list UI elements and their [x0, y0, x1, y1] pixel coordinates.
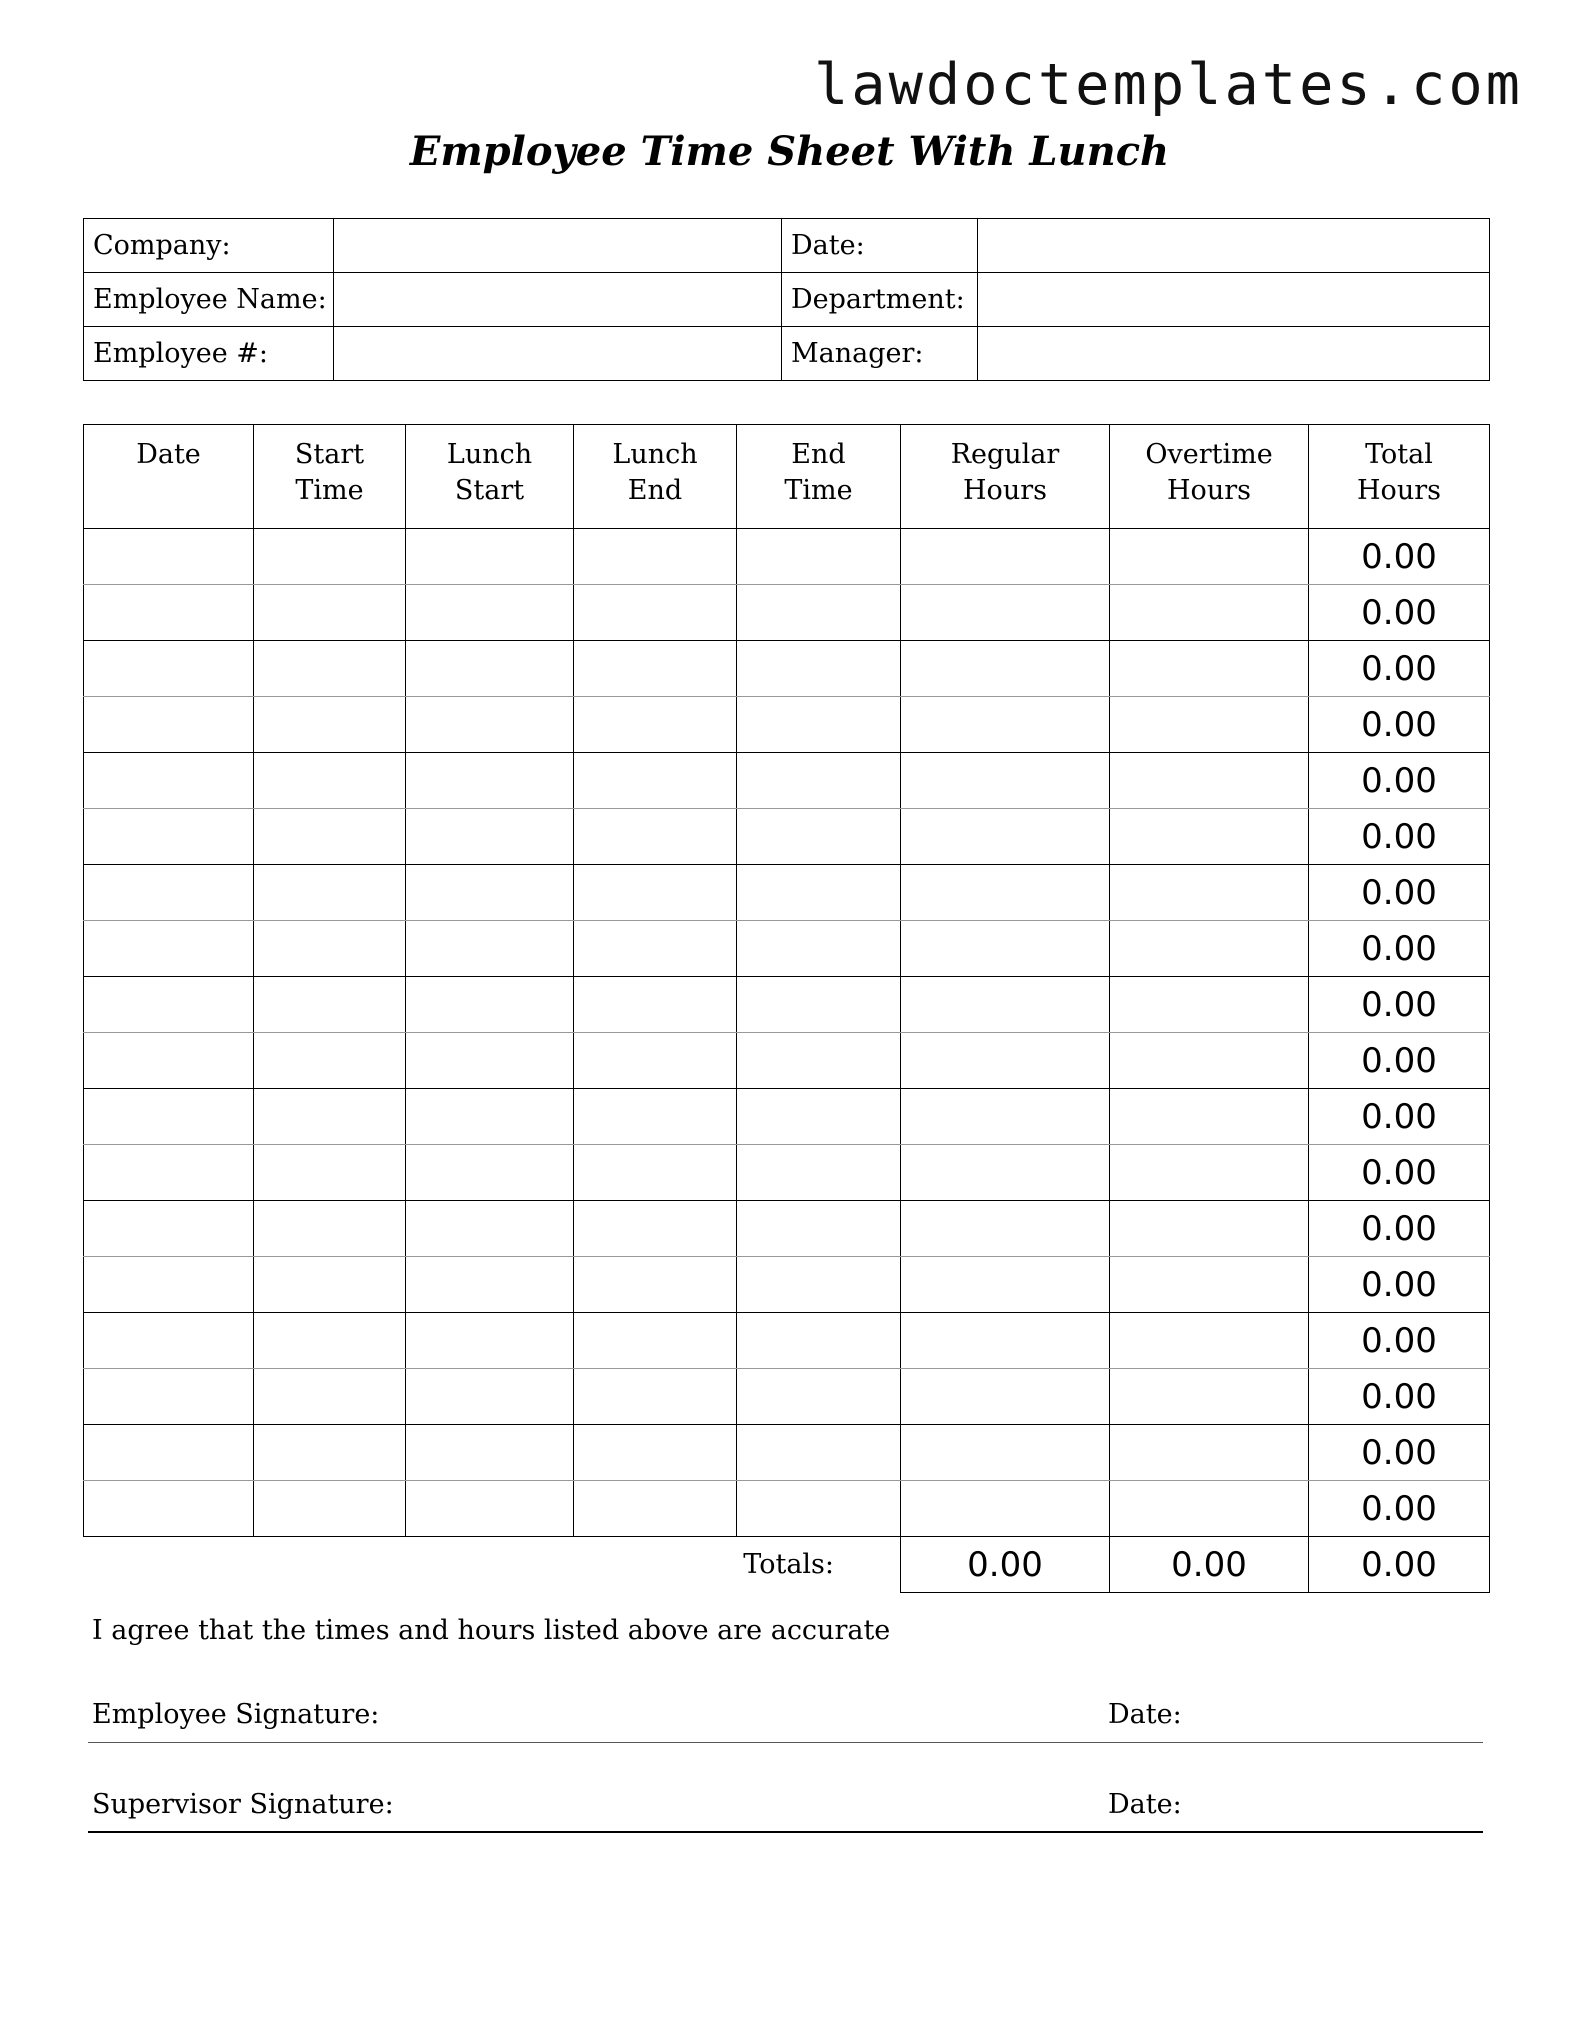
row-total-hours: 0.00 — [1309, 1145, 1490, 1201]
column-header-text: Total — [1365, 439, 1433, 470]
start-time-cell[interactable] — [254, 809, 406, 865]
end-time-cell[interactable] — [737, 1369, 901, 1425]
date-cell[interactable] — [84, 809, 254, 865]
table-row — [84, 1033, 1490, 1089]
date-cell[interactable] — [84, 1425, 254, 1481]
supervisor-date-label: Date: — [1108, 1789, 1182, 1820]
column-header-total-hours — [1309, 425, 1490, 529]
start-time-cell[interactable] — [254, 697, 406, 753]
end-time-cell[interactable] — [737, 1313, 901, 1369]
lunch-start-cell[interactable] — [406, 1033, 574, 1089]
lunch-start-cell[interactable] — [406, 1313, 574, 1369]
start-time-cell[interactable] — [254, 977, 406, 1033]
overtime-hours-cell[interactable] — [1110, 1145, 1309, 1201]
lunch-start-cell[interactable] — [406, 1369, 574, 1425]
overtime-hours-cell[interactable] — [1110, 753, 1309, 809]
date-cell[interactable] — [84, 1145, 254, 1201]
end-time-cell[interactable] — [737, 1145, 901, 1201]
column-header-text: End — [627, 475, 683, 506]
overtime-hours-cell[interactable] — [1110, 1369, 1309, 1425]
company-label: Company: — [84, 219, 334, 273]
end-time-cell[interactable] — [737, 921, 901, 977]
table-row — [84, 1257, 1490, 1313]
table-row — [84, 921, 1490, 977]
lunch-start-cell[interactable] — [406, 865, 574, 921]
lunch-start-cell[interactable] — [406, 1145, 574, 1201]
end-time-cell[interactable] — [737, 865, 901, 921]
date-cell[interactable] — [84, 585, 254, 641]
employee-name-field[interactable] — [334, 273, 782, 327]
column-header-text: Start — [294, 439, 365, 470]
table-row — [84, 1369, 1490, 1425]
regular-hours-cell[interactable] — [901, 809, 1110, 865]
date-cell[interactable] — [84, 1201, 254, 1257]
department-label: Department: — [782, 273, 978, 327]
end-time-cell[interactable] — [737, 641, 901, 697]
column-header-text: Start — [454, 475, 525, 506]
row-total-hours: 0.00 — [1309, 1089, 1490, 1145]
end-time-cell[interactable] — [737, 697, 901, 753]
manager-label: Manager: — [782, 327, 978, 381]
date-label: Date: — [782, 219, 978, 273]
date-cell[interactable] — [84, 1033, 254, 1089]
regular-hours-cell[interactable] — [901, 1425, 1110, 1481]
date-cell[interactable] — [84, 1481, 254, 1537]
agreement-statement: I agree that the times and hours listed above are accurate — [92, 1615, 891, 1646]
regular-hours-cell[interactable] — [901, 585, 1110, 641]
lunch-end-cell[interactable] — [574, 753, 737, 809]
start-time-cell[interactable] — [254, 1089, 406, 1145]
company-field[interactable] — [334, 219, 782, 273]
table-row — [84, 1201, 1490, 1257]
regular-hours-cell[interactable] — [901, 641, 1110, 697]
supervisor-signature-line[interactable] — [88, 1831, 1483, 1833]
supervisor-signature-label: Supervisor Signature: — [92, 1789, 394, 1820]
lunch-start-cell[interactable] — [406, 921, 574, 977]
regular-hours-cell[interactable] — [901, 697, 1110, 753]
column-header-lunch-end — [574, 425, 737, 529]
grand-total-hours: 0.00 — [1309, 1537, 1490, 1593]
overtime-hours-cell[interactable] — [1110, 1033, 1309, 1089]
start-time-cell[interactable] — [254, 585, 406, 641]
total-regular-hours: 0.00 — [901, 1537, 1110, 1593]
regular-hours-cell[interactable] — [901, 1201, 1110, 1257]
employee-name-label: Employee Name: — [84, 273, 334, 327]
table-row — [84, 1481, 1490, 1537]
end-time-cell[interactable] — [737, 1257, 901, 1313]
row-total-hours: 0.00 — [1309, 529, 1490, 585]
start-time-cell[interactable] — [254, 529, 406, 585]
lunch-end-cell[interactable] — [574, 697, 737, 753]
lunch-end-cell[interactable] — [574, 529, 737, 585]
lunch-end-cell[interactable] — [574, 1145, 737, 1201]
regular-hours-cell[interactable] — [901, 753, 1110, 809]
column-header-lunch-start — [406, 425, 574, 529]
start-time-cell[interactable] — [254, 1425, 406, 1481]
info-row — [84, 327, 1490, 381]
totals-label: Totals: — [84, 1537, 901, 1593]
overtime-hours-cell[interactable] — [1110, 921, 1309, 977]
date-cell[interactable] — [84, 1089, 254, 1145]
column-header-text: Regular — [950, 439, 1060, 470]
lunch-start-cell[interactable] — [406, 529, 574, 585]
table-row — [84, 529, 1490, 585]
row-total-hours: 0.00 — [1309, 1369, 1490, 1425]
regular-hours-cell[interactable] — [901, 529, 1110, 585]
info-row — [84, 273, 1490, 327]
row-total-hours: 0.00 — [1309, 1313, 1490, 1369]
start-time-cell[interactable] — [254, 753, 406, 809]
overtime-hours-cell[interactable] — [1110, 697, 1309, 753]
overtime-hours-cell[interactable] — [1110, 809, 1309, 865]
row-total-hours: 0.00 — [1309, 697, 1490, 753]
lunch-start-cell[interactable] — [406, 641, 574, 697]
lunch-end-cell[interactable] — [574, 1313, 737, 1369]
row-total-hours: 0.00 — [1309, 1257, 1490, 1313]
column-header-regular-hours — [901, 425, 1110, 529]
lunch-start-cell[interactable] — [406, 585, 574, 641]
regular-hours-cell[interactable] — [901, 1257, 1110, 1313]
lunch-end-cell[interactable] — [574, 1425, 737, 1481]
totals-row — [84, 1537, 1490, 1593]
end-time-cell[interactable] — [737, 1033, 901, 1089]
end-time-cell[interactable] — [737, 1089, 901, 1145]
employee-date-label: Date: — [1108, 1699, 1182, 1730]
column-header-text: Date — [136, 439, 201, 470]
column-header-end-time — [737, 425, 901, 529]
table-row — [84, 809, 1490, 865]
date-cell[interactable] — [84, 1369, 254, 1425]
regular-hours-cell[interactable] — [901, 921, 1110, 977]
row-total-hours: 0.00 — [1309, 753, 1490, 809]
overtime-hours-cell[interactable] — [1110, 1313, 1309, 1369]
start-time-cell[interactable] — [254, 1257, 406, 1313]
start-time-cell[interactable] — [254, 1145, 406, 1201]
column-header-text: Hours — [1357, 475, 1441, 506]
column-header-text: Lunch — [612, 439, 698, 470]
table-row — [84, 585, 1490, 641]
table-row — [84, 1313, 1490, 1369]
manager-field[interactable] — [978, 327, 1490, 381]
page-title: Employee Time Sheet With Lunch — [409, 128, 1170, 175]
date-cell[interactable] — [84, 865, 254, 921]
table-row — [84, 977, 1490, 1033]
lunch-end-cell[interactable] — [574, 585, 737, 641]
end-time-cell[interactable] — [737, 529, 901, 585]
row-total-hours: 0.00 — [1309, 641, 1490, 697]
employee-number-label: Employee #: — [84, 327, 334, 381]
table-row — [84, 641, 1490, 697]
lunch-start-cell[interactable] — [406, 1201, 574, 1257]
lunch-end-cell[interactable] — [574, 865, 737, 921]
lunch-start-cell[interactable] — [406, 1089, 574, 1145]
date-cell[interactable] — [84, 921, 254, 977]
date-cell[interactable] — [84, 641, 254, 697]
lunch-start-cell[interactable] — [406, 1257, 574, 1313]
supervisor-signature-row[interactable] — [88, 1789, 1483, 1829]
end-time-cell[interactable] — [737, 1425, 901, 1481]
date-cell[interactable] — [84, 697, 254, 753]
date-cell[interactable] — [84, 529, 254, 585]
column-header-overtime-hours — [1110, 425, 1309, 529]
regular-hours-cell[interactable] — [901, 1145, 1110, 1201]
lunch-end-cell[interactable] — [574, 1257, 737, 1313]
overtime-hours-cell[interactable] — [1110, 585, 1309, 641]
date-cell[interactable] — [84, 1313, 254, 1369]
start-time-cell[interactable] — [254, 641, 406, 697]
table-row — [84, 1145, 1490, 1201]
row-total-hours: 0.00 — [1309, 809, 1490, 865]
lunch-start-cell[interactable] — [406, 809, 574, 865]
date-cell[interactable] — [84, 1257, 254, 1313]
end-time-cell[interactable] — [737, 809, 901, 865]
start-time-cell[interactable] — [254, 1369, 406, 1425]
start-time-cell[interactable] — [254, 1313, 406, 1369]
end-time-cell[interactable] — [737, 585, 901, 641]
overtime-hours-cell[interactable] — [1110, 1481, 1309, 1537]
regular-hours-cell[interactable] — [901, 865, 1110, 921]
lunch-start-cell[interactable] — [406, 977, 574, 1033]
employee-signature-row[interactable] — [88, 1699, 1483, 1739]
start-time-cell[interactable] — [254, 865, 406, 921]
lunch-start-cell[interactable] — [406, 697, 574, 753]
table-row — [84, 1089, 1490, 1145]
row-total-hours: 0.00 — [1309, 865, 1490, 921]
start-time-cell[interactable] — [254, 1033, 406, 1089]
lunch-start-cell[interactable] — [406, 1425, 574, 1481]
employee-signature-line[interactable] — [88, 1742, 1483, 1743]
overtime-hours-cell[interactable] — [1110, 865, 1309, 921]
row-total-hours: 0.00 — [1309, 921, 1490, 977]
employee-info-table — [83, 218, 1490, 381]
overtime-hours-cell[interactable] — [1110, 977, 1309, 1033]
date-field[interactable] — [978, 219, 1490, 273]
overtime-hours-cell[interactable] — [1110, 1201, 1309, 1257]
lunch-end-cell[interactable] — [574, 809, 737, 865]
lunch-end-cell[interactable] — [574, 1481, 737, 1537]
row-total-hours: 0.00 — [1309, 1033, 1490, 1089]
start-time-cell[interactable] — [254, 1201, 406, 1257]
column-header-date — [84, 425, 254, 529]
row-total-hours: 0.00 — [1309, 1425, 1490, 1481]
regular-hours-cell[interactable] — [901, 1481, 1110, 1537]
timesheet-table — [83, 424, 1490, 1593]
table-row — [84, 865, 1490, 921]
lunch-end-cell[interactable] — [574, 921, 737, 977]
table-row — [84, 753, 1490, 809]
row-total-hours: 0.00 — [1309, 1201, 1490, 1257]
column-header-text: Overtime — [1145, 439, 1273, 470]
column-header-start-time — [254, 425, 406, 529]
site-watermark: lawdoctemplates.com — [813, 52, 1523, 118]
department-field[interactable] — [978, 273, 1490, 327]
end-time-cell[interactable] — [737, 1481, 901, 1537]
lunch-end-cell[interactable] — [574, 1089, 737, 1145]
lunch-end-cell[interactable] — [574, 977, 737, 1033]
table-row — [84, 1425, 1490, 1481]
regular-hours-cell[interactable] — [901, 1313, 1110, 1369]
column-header-text: Hours — [963, 475, 1047, 506]
employee-number-field[interactable] — [334, 327, 782, 381]
regular-hours-cell[interactable] — [901, 1089, 1110, 1145]
row-total-hours: 0.00 — [1309, 977, 1490, 1033]
start-time-cell[interactable] — [254, 1481, 406, 1537]
date-cell[interactable] — [84, 753, 254, 809]
end-time-cell[interactable] — [737, 1201, 901, 1257]
end-time-cell[interactable] — [737, 977, 901, 1033]
regular-hours-cell[interactable] — [901, 977, 1110, 1033]
lunch-start-cell[interactable] — [406, 753, 574, 809]
lunch-end-cell[interactable] — [574, 1369, 737, 1425]
overtime-hours-cell[interactable] — [1110, 1257, 1309, 1313]
column-header-text: End — [791, 439, 846, 470]
table-row — [84, 697, 1490, 753]
total-overtime-hours: 0.00 — [1110, 1537, 1309, 1593]
employee-signature-label: Employee Signature: — [92, 1699, 380, 1730]
timesheet-header-row — [84, 425, 1490, 529]
info-row — [84, 219, 1490, 273]
lunch-end-cell[interactable] — [574, 1201, 737, 1257]
column-header-text: Hours — [1167, 475, 1251, 506]
overtime-hours-cell[interactable] — [1110, 529, 1309, 585]
overtime-hours-cell[interactable] — [1110, 1425, 1309, 1481]
overtime-hours-cell[interactable] — [1110, 641, 1309, 697]
lunch-end-cell[interactable] — [574, 1033, 737, 1089]
lunch-start-cell[interactable] — [406, 1481, 574, 1537]
column-header-text: Time — [295, 475, 364, 506]
regular-hours-cell[interactable] — [901, 1033, 1110, 1089]
overtime-hours-cell[interactable] — [1110, 1089, 1309, 1145]
row-total-hours: 0.00 — [1309, 585, 1490, 641]
column-header-text: Lunch — [446, 439, 533, 470]
start-time-cell[interactable] — [254, 921, 406, 977]
row-total-hours: 0.00 — [1309, 1481, 1490, 1537]
lunch-end-cell[interactable] — [574, 641, 737, 697]
column-header-text: Time — [784, 475, 853, 506]
date-cell[interactable] — [84, 977, 254, 1033]
end-time-cell[interactable] — [737, 753, 901, 809]
regular-hours-cell[interactable] — [901, 1369, 1110, 1425]
